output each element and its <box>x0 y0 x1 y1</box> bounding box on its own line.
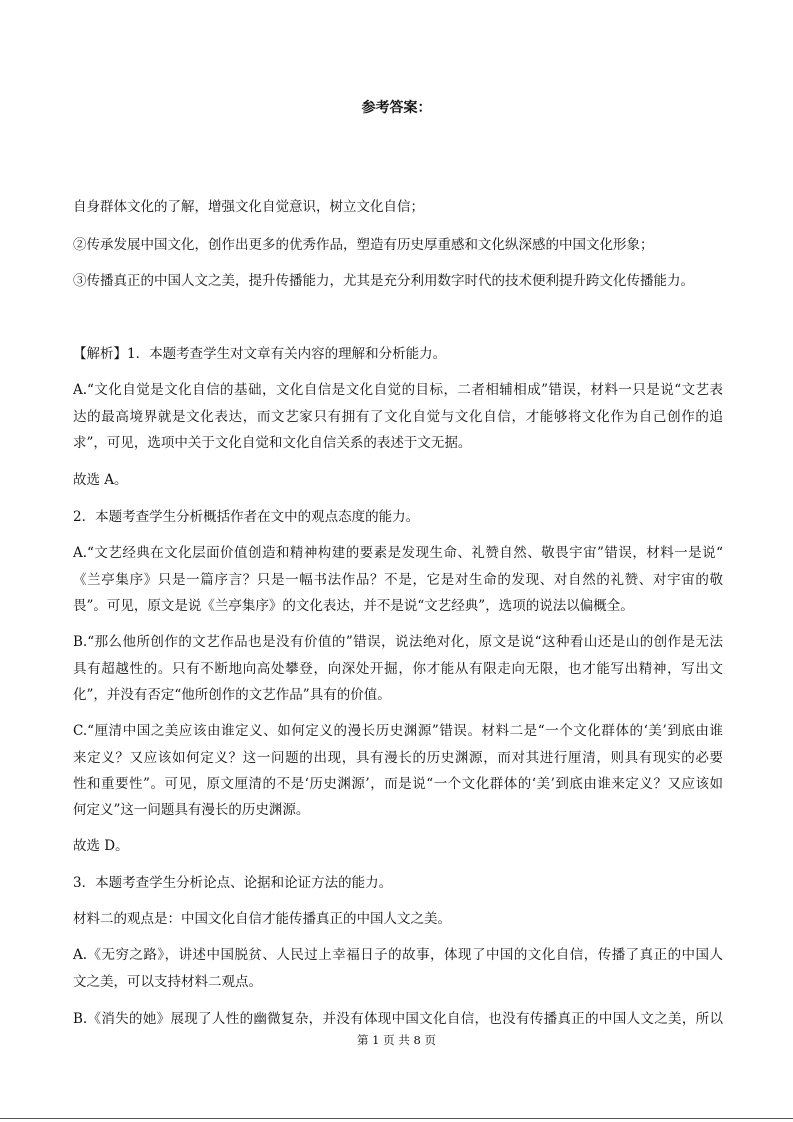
page-footer: 第 1 页 共 8 页 <box>357 1033 436 1047</box>
analysis-line: 故选 D。 <box>73 838 129 854</box>
analysis-line: 【解析】1．本题考查学生对文章有关内容的理解和分析能力。 <box>73 346 447 362</box>
analysis-line: 达的最高境界就是文化表达，而文艺家只有拥有了文化自觉与文化自信，才能够将文化作为自己创作的追 <box>73 409 723 425</box>
analysis-line: A.“文艺经典在文化层面价值创造和精神构建的要素是发现生命、礼赞自然、敬畏宇宙”错误，材料一是说“ <box>73 545 723 561</box>
analysis-line: C.“厘清中国之美应该由谁定义、如何定义的漫长历史渊源”错误。材料二是“一个文化群体的‘美’到底由谁 <box>73 723 723 739</box>
analysis-line: B.《消失的她》展现了人性的幽微复杂，并没有体现中国文化自信，也没有传播真正的中国人文之美，所以 <box>73 1011 723 1027</box>
analysis-line: A.《无穷之路》，讲述中国脱贫、人民过上幸福日子的故事，体现了中国的文化自信，传播了真正的中国人 <box>73 947 723 963</box>
answer-q5-line: ②传承发展中国文化，创作出更多的优秀作品，塑造有历史厚重感和文化纵深感的中国文化形象； <box>73 237 654 253</box>
analysis-line: 故选 A。 <box>73 472 128 488</box>
analysis-line: 具有超越性的。只有不断地向高处攀登，向深处开掘，你才能从有限走向无限，也才能写出精神，写出文 <box>73 661 723 677</box>
analysis-line: B.“那么他所创作的文艺作品也是没有价值的”错误，说法绝对化，原文是说“这种看山还是山的创作是无法 <box>73 634 723 650</box>
analysis-line: 2．本题考查学生分析概括作者在文中的观点态度的能力。 <box>73 509 420 525</box>
answer-q5-line: 自身群体文化的了解，增强文化自觉意识，树立文化自信； <box>73 199 424 215</box>
bottom-rule <box>0 1118 793 1119</box>
analysis-line: 3．本题考查学生分析论点、论据和论证方法的能力。 <box>73 875 393 891</box>
analysis-line: 求”，可见，选项中关于文化自觉和文化自信关系的表述于文无据。 <box>73 435 472 451</box>
analysis-line: 材料二的观点是：中国文化自信才能传播真正的中国人文之美。 <box>73 911 451 927</box>
analysis-line: 何定义”这一问题具有漫长的历史渊源。 <box>73 802 310 818</box>
analysis-line: 性和重要性”。可见，原文厘清的不是‘历史渊源’，而是说“一个文化群体的‘美’到底由谁来定义？又应该如 <box>73 776 723 792</box>
answer-key-title: 参考答案： <box>361 100 432 116</box>
analysis-line: 来定义？又应该如何定义？这一问题的出现，具有漫长的历史渊源，而对其进行厘清，则具有现实的必要 <box>73 750 723 766</box>
answer-q5-line: ③传播真正的中国人文之美，提升传播能力，尤其是充分利用数字时代的技术便利提升跨文化传播能力。 <box>73 273 694 289</box>
analysis-line: 文之美，可以支持材料二观点。 <box>73 974 262 990</box>
analysis-line: 《兰亭集序》只是一篇序言？只是一幅书法作品？不是，它是对生命的发现、对自然的礼赞、对宇宙的敬 <box>73 572 723 588</box>
analysis-line: 畏”。可见，原文是说《兰亭集序》的文化表达，并不是说“文艺经典”，选项的说法以偏概全。 <box>73 598 634 614</box>
analysis-line: 化”，并没有否定“他所创作的文艺作品”具有的价值。 <box>73 687 391 703</box>
analysis-line: A.“文化自觉是文化自信的基础，文化自信是文化自觉的目标，二者相辅相成”错误，材料一只是说“文艺表 <box>73 382 723 398</box>
